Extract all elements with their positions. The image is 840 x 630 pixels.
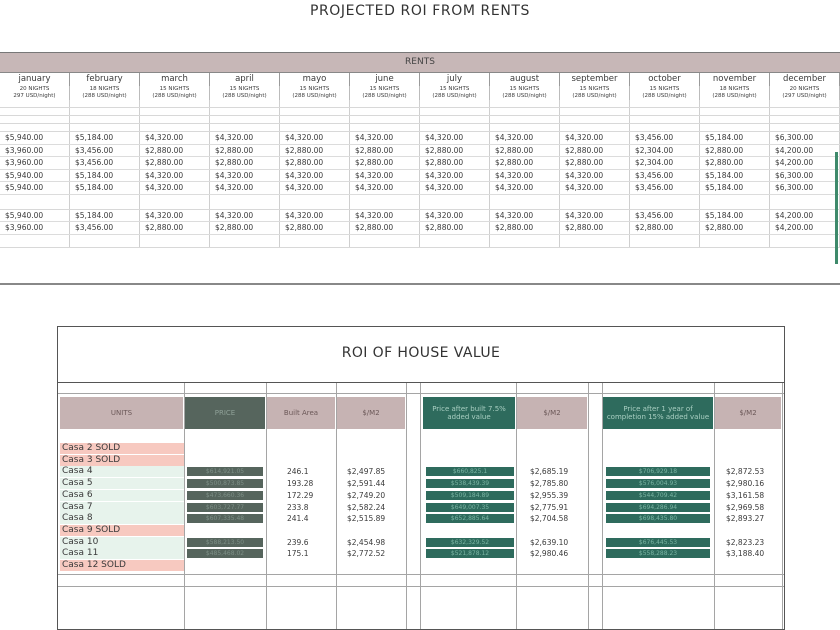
month-header: june xyxy=(350,73,420,86)
rent-cell: $4,320.00 xyxy=(420,182,490,194)
rent-cell: $4,320.00 xyxy=(420,170,490,182)
blank-row xyxy=(0,108,840,116)
rent-cell: $5,184.00 xyxy=(700,170,770,182)
m2-cell: $2,639.10 xyxy=(530,537,569,547)
after-built-cell: $509,184.89 xyxy=(426,491,514,500)
column-divider xyxy=(266,383,267,629)
rent-cell: $2,880.00 xyxy=(210,145,280,157)
rent-cell: $4,200.00 xyxy=(770,145,840,157)
rent-cell: $5,184.00 xyxy=(70,210,140,222)
nights-label: 15 NIGHTS xyxy=(350,86,420,93)
rent-cell: $4,320.00 xyxy=(420,132,490,144)
price-cell: $473,660.36 xyxy=(187,491,263,500)
after-year-cell: $694,286.94 xyxy=(606,503,710,512)
m2-header-b: $/M2 xyxy=(517,397,587,429)
rent-cell: $5,184.00 xyxy=(70,170,140,182)
rent-cell: $2,880.00 xyxy=(630,222,700,234)
price-cell: $485,468.02 xyxy=(187,549,263,558)
rent-cell: $4,320.00 xyxy=(490,170,560,182)
m2-cell: $2,454.98 xyxy=(347,537,386,547)
rent-cell: $2,880.00 xyxy=(420,157,490,169)
rent-cell: $4,320.00 xyxy=(140,132,210,144)
area-cell: 172.29 xyxy=(287,490,314,500)
rent-cell: $2,880.00 xyxy=(140,222,210,234)
nights-label: 15 NIGHTS xyxy=(420,86,490,93)
unit-label: Casa 2 SOLD xyxy=(60,443,185,454)
rent-cell: $5,940.00 xyxy=(0,170,70,182)
m2-cell: $2,772.52 xyxy=(347,549,386,559)
unit-label: Casa 5 xyxy=(60,478,185,489)
m2-cell: $2,685.19 xyxy=(530,467,569,477)
nights-row xyxy=(0,86,840,93)
nights-label: 18 NIGHTS xyxy=(70,86,140,93)
rate-label: (288 USD/night) xyxy=(560,93,630,100)
rent-cell: $2,880.00 xyxy=(700,145,770,157)
unit-label: Casa 11 xyxy=(60,548,185,559)
rent-cell: $6,300.00 xyxy=(770,170,840,182)
month-header: september xyxy=(560,73,630,86)
after-year-cell: $676,445.53 xyxy=(606,538,710,547)
m2-cell: $2,785.80 xyxy=(530,479,569,489)
unit-label: Casa 4 xyxy=(60,466,185,477)
rent-cell: $4,320.00 xyxy=(140,210,210,222)
m2-cell: $2,980.16 xyxy=(726,479,765,489)
after-built-header: Price after built 7.5% added value xyxy=(423,397,515,429)
rate-label: (288 USD/night) xyxy=(70,93,140,100)
divider xyxy=(58,382,784,383)
m2-header-c: $/M2 xyxy=(715,397,781,429)
rent-cell: $3,456.00 xyxy=(630,182,700,194)
after-built-cell: $649,007.35 xyxy=(426,503,514,512)
price-cell: $500,873.85 xyxy=(187,479,263,488)
m2-cell: $2,749.20 xyxy=(347,490,386,500)
rate-label: (288 USD/night) xyxy=(210,93,280,100)
rent-cell: $4,320.00 xyxy=(490,210,560,222)
column-divider xyxy=(782,383,783,629)
rent-cell: $4,320.00 xyxy=(210,210,280,222)
area-cell: 241.4 xyxy=(287,514,309,524)
month-header: march xyxy=(140,73,210,86)
rent-cell: $5,940.00 xyxy=(0,132,70,144)
m2-cell: $2,591.44 xyxy=(347,479,386,489)
month-header: april xyxy=(210,73,280,86)
row-divider xyxy=(58,586,784,587)
rent-row xyxy=(0,132,840,145)
m2-cell: $2,582.24 xyxy=(347,502,386,512)
rent-cell: $4,200.00 xyxy=(770,222,840,234)
rent-cell: $2,880.00 xyxy=(280,157,350,169)
months-row xyxy=(0,72,840,86)
rent-cell: $2,880.00 xyxy=(700,157,770,169)
area-cell: 239.6 xyxy=(287,537,309,547)
month-header: july xyxy=(420,73,490,86)
after-year-cell: $698,435.80 xyxy=(606,514,710,523)
rent-rows-2 xyxy=(0,210,840,235)
rent-cell: $4,320.00 xyxy=(210,182,280,194)
rent-cell: $3,456.00 xyxy=(70,145,140,157)
rents-table xyxy=(0,52,840,248)
units-header: UNITS xyxy=(60,397,183,429)
rent-cell: $2,880.00 xyxy=(490,145,560,157)
rent-cell: $4,320.00 xyxy=(350,132,420,144)
rates-row xyxy=(0,93,840,100)
rent-cell: $3,960.00 xyxy=(0,222,70,234)
price-header: PRICE xyxy=(185,397,265,429)
rent-cell: $4,320.00 xyxy=(280,170,350,182)
rate-label: (288 USD/night) xyxy=(700,93,770,100)
month-header: august xyxy=(490,73,560,86)
rent-cell: $2,880.00 xyxy=(350,222,420,234)
blank-row xyxy=(0,100,840,108)
area-cell: 233.8 xyxy=(287,502,309,512)
rent-cell: $4,320.00 xyxy=(280,210,350,222)
rent-cell: $4,320.00 xyxy=(280,132,350,144)
rent-cell: $2,880.00 xyxy=(420,222,490,234)
nights-label: 20 NIGHTS xyxy=(0,86,70,93)
rent-cell: $4,320.00 xyxy=(420,210,490,222)
rent-cell: $4,320.00 xyxy=(560,132,630,144)
rent-cell: $2,880.00 xyxy=(700,222,770,234)
nights-label: 15 NIGHTS xyxy=(490,86,560,93)
rent-cell: $2,880.00 xyxy=(420,145,490,157)
unit-label: Casa 12 SOLD xyxy=(60,560,185,571)
rate-label: (288 USD/night) xyxy=(490,93,560,100)
rent-cell: $3,456.00 xyxy=(70,222,140,234)
rent-cell: $2,880.00 xyxy=(210,157,280,169)
rent-cell: $4,320.00 xyxy=(140,170,210,182)
month-header: november xyxy=(700,73,770,86)
rent-cell: $4,320.00 xyxy=(490,132,560,144)
after-built-cell: $521,878.12 xyxy=(426,549,514,558)
nights-label: 20 NIGHTS xyxy=(770,86,840,93)
rent-cell: $4,320.00 xyxy=(560,170,630,182)
rent-cell: $4,320.00 xyxy=(350,170,420,182)
m2-header-a: $/M2 xyxy=(337,397,405,429)
rent-row xyxy=(0,157,840,170)
month-header: december xyxy=(770,73,840,86)
rent-cell: $3,456.00 xyxy=(630,210,700,222)
column-divider xyxy=(406,383,407,629)
month-header: january xyxy=(0,73,70,86)
after-built-cell: $538,439.39 xyxy=(426,479,514,488)
column-divider xyxy=(714,383,715,629)
rent-cell: $4,320.00 xyxy=(210,132,280,144)
m2-cell: $3,161.58 xyxy=(726,490,765,500)
m2-cell: $2,515.89 xyxy=(347,514,386,524)
price-cell: $588,213.50 xyxy=(187,538,263,547)
rent-cell: $4,320.00 xyxy=(560,182,630,194)
rent-cell: $4,320.00 xyxy=(210,170,280,182)
rent-cell: $6,300.00 xyxy=(770,182,840,194)
nights-label: 15 NIGHTS xyxy=(140,86,210,93)
rent-cell: $5,184.00 xyxy=(70,132,140,144)
rent-cell: $2,304.00 xyxy=(630,145,700,157)
rent-cell: $4,320.00 xyxy=(490,182,560,194)
rent-cell: $5,184.00 xyxy=(700,132,770,144)
nights-label: 18 NIGHTS xyxy=(700,86,770,93)
area-cell: 193.28 xyxy=(287,479,314,489)
rent-cell: $4,200.00 xyxy=(770,157,840,169)
rate-label: (288 USD/night) xyxy=(140,93,210,100)
rent-row xyxy=(0,145,840,158)
unit-label: Casa 9 SOLD xyxy=(60,525,185,536)
m2-cell: $2,497.85 xyxy=(347,467,386,477)
rate-label: (297 USD/night) xyxy=(770,93,840,100)
unit-label: Casa 6 xyxy=(60,490,185,501)
month-header: mayo xyxy=(280,73,350,86)
nights-label: 15 NIGHTS xyxy=(280,86,350,93)
area-cell: 175.1 xyxy=(287,549,309,559)
column-divider xyxy=(516,383,517,629)
unit-label: Casa 3 SOLD xyxy=(60,455,185,466)
rent-cell: $2,880.00 xyxy=(210,222,280,234)
blank-row xyxy=(0,116,840,124)
green-accent-bar xyxy=(835,152,838,264)
rent-row xyxy=(0,222,840,235)
rent-cell: $2,880.00 xyxy=(280,145,350,157)
rent-cell: $2,880.00 xyxy=(140,157,210,169)
blank-row xyxy=(0,235,840,248)
nights-label: 15 NIGHTS xyxy=(560,86,630,93)
m2-cell: $2,775.91 xyxy=(530,502,569,512)
column-divider xyxy=(420,383,421,629)
price-cell: $607,335.48 xyxy=(187,514,263,523)
roi-title: ROI OF HOUSE VALUE xyxy=(341,345,501,361)
rent-cell: $2,880.00 xyxy=(490,157,560,169)
rent-cell: $2,880.00 xyxy=(560,145,630,157)
rent-cell: $5,184.00 xyxy=(70,182,140,194)
rent-cell: $4,320.00 xyxy=(350,210,420,222)
rent-row xyxy=(0,182,840,195)
rent-cell: $2,880.00 xyxy=(280,222,350,234)
after-year-cell: $576,004.93 xyxy=(606,479,710,488)
rent-cell: $3,456.00 xyxy=(70,157,140,169)
m2-cell: $2,704.58 xyxy=(530,514,569,524)
price-cell: $614,921.05 xyxy=(187,467,263,476)
rent-cell: $2,880.00 xyxy=(560,157,630,169)
m2-cell: $2,823.23 xyxy=(726,537,765,547)
rents-header: RENTS xyxy=(0,52,840,72)
rent-cell: $4,320.00 xyxy=(140,182,210,194)
month-header: february xyxy=(70,73,140,86)
column-divider xyxy=(184,383,185,629)
rate-label: (288 USD/night) xyxy=(630,93,700,100)
rate-label: 297 USD/night) xyxy=(0,93,70,100)
rent-cell: $3,456.00 xyxy=(630,132,700,144)
rent-row xyxy=(0,210,840,223)
rate-label: (288 USD/night) xyxy=(280,93,350,100)
month-header: october xyxy=(630,73,700,86)
rents-bottom-border xyxy=(0,283,840,285)
column-divider xyxy=(602,383,603,629)
rents-title: PROJECTED ROI FROM RENTS xyxy=(309,3,531,19)
column-divider xyxy=(588,383,589,629)
rent-cell: $4,320.00 xyxy=(280,182,350,194)
rent-rows xyxy=(0,132,840,195)
after-built-cell: $660,825.1 xyxy=(426,467,514,476)
blank-row xyxy=(0,124,840,132)
after-built-cell: $652,885.64 xyxy=(426,514,514,523)
after-year-cell: $558,288.23 xyxy=(606,549,710,558)
unit-label: Casa 10 xyxy=(60,537,185,548)
rent-cell: $2,304.00 xyxy=(630,157,700,169)
rent-cell: $5,184.00 xyxy=(700,210,770,222)
row-divider xyxy=(58,574,784,575)
column-divider xyxy=(336,383,337,629)
blank-row xyxy=(0,195,840,210)
m2-cell: $2,980.46 xyxy=(530,549,569,559)
m2-cell: $2,969.58 xyxy=(726,502,765,512)
after-year-header: Price after 1 year of completion 15% added value xyxy=(603,397,713,429)
rent-cell: $2,880.00 xyxy=(140,145,210,157)
rent-cell: $5,184.00 xyxy=(700,182,770,194)
rent-cell: $2,880.00 xyxy=(490,222,560,234)
rent-row xyxy=(0,170,840,183)
rent-cell: $4,200.00 xyxy=(770,210,840,222)
area-cell: 246.1 xyxy=(287,467,309,477)
rent-cell: $4,320.00 xyxy=(350,182,420,194)
m2-cell: $3,188.40 xyxy=(726,549,765,559)
price-cell: $603,727.77 xyxy=(187,503,263,512)
rent-cell: $3,456.00 xyxy=(630,170,700,182)
rent-cell: $3,960.00 xyxy=(0,145,70,157)
unit-label: Casa 7 xyxy=(60,502,185,513)
rent-cell: $6,300.00 xyxy=(770,132,840,144)
after-year-cell: $706,929.18 xyxy=(606,467,710,476)
divider xyxy=(58,393,784,394)
roi-house-value-table xyxy=(57,326,785,630)
rent-cell: $2,880.00 xyxy=(350,145,420,157)
rent-cell: $3,960.00 xyxy=(0,157,70,169)
built-area-header: Built Area xyxy=(267,397,335,429)
m2-cell: $2,893.27 xyxy=(726,514,765,524)
rent-cell: $5,940.00 xyxy=(0,210,70,222)
rent-cell: $2,880.00 xyxy=(560,222,630,234)
after-year-cell: $544,709.42 xyxy=(606,491,710,500)
m2-cell: $2,955.39 xyxy=(530,490,569,500)
unit-label: Casa 8 xyxy=(60,513,185,524)
m2-cell: $2,872.53 xyxy=(726,467,765,477)
rent-cell: $4,320.00 xyxy=(560,210,630,222)
rent-cell: $2,880.00 xyxy=(350,157,420,169)
nights-label: 15 NIGHTS xyxy=(630,86,700,93)
rate-label: (288 USD/night) xyxy=(350,93,420,100)
rent-cell: $5,940.00 xyxy=(0,182,70,194)
rate-label: (288 USD/night) xyxy=(420,93,490,100)
nights-label: 15 NIGHTS xyxy=(210,86,280,93)
after-built-cell: $632,329.52 xyxy=(426,538,514,547)
